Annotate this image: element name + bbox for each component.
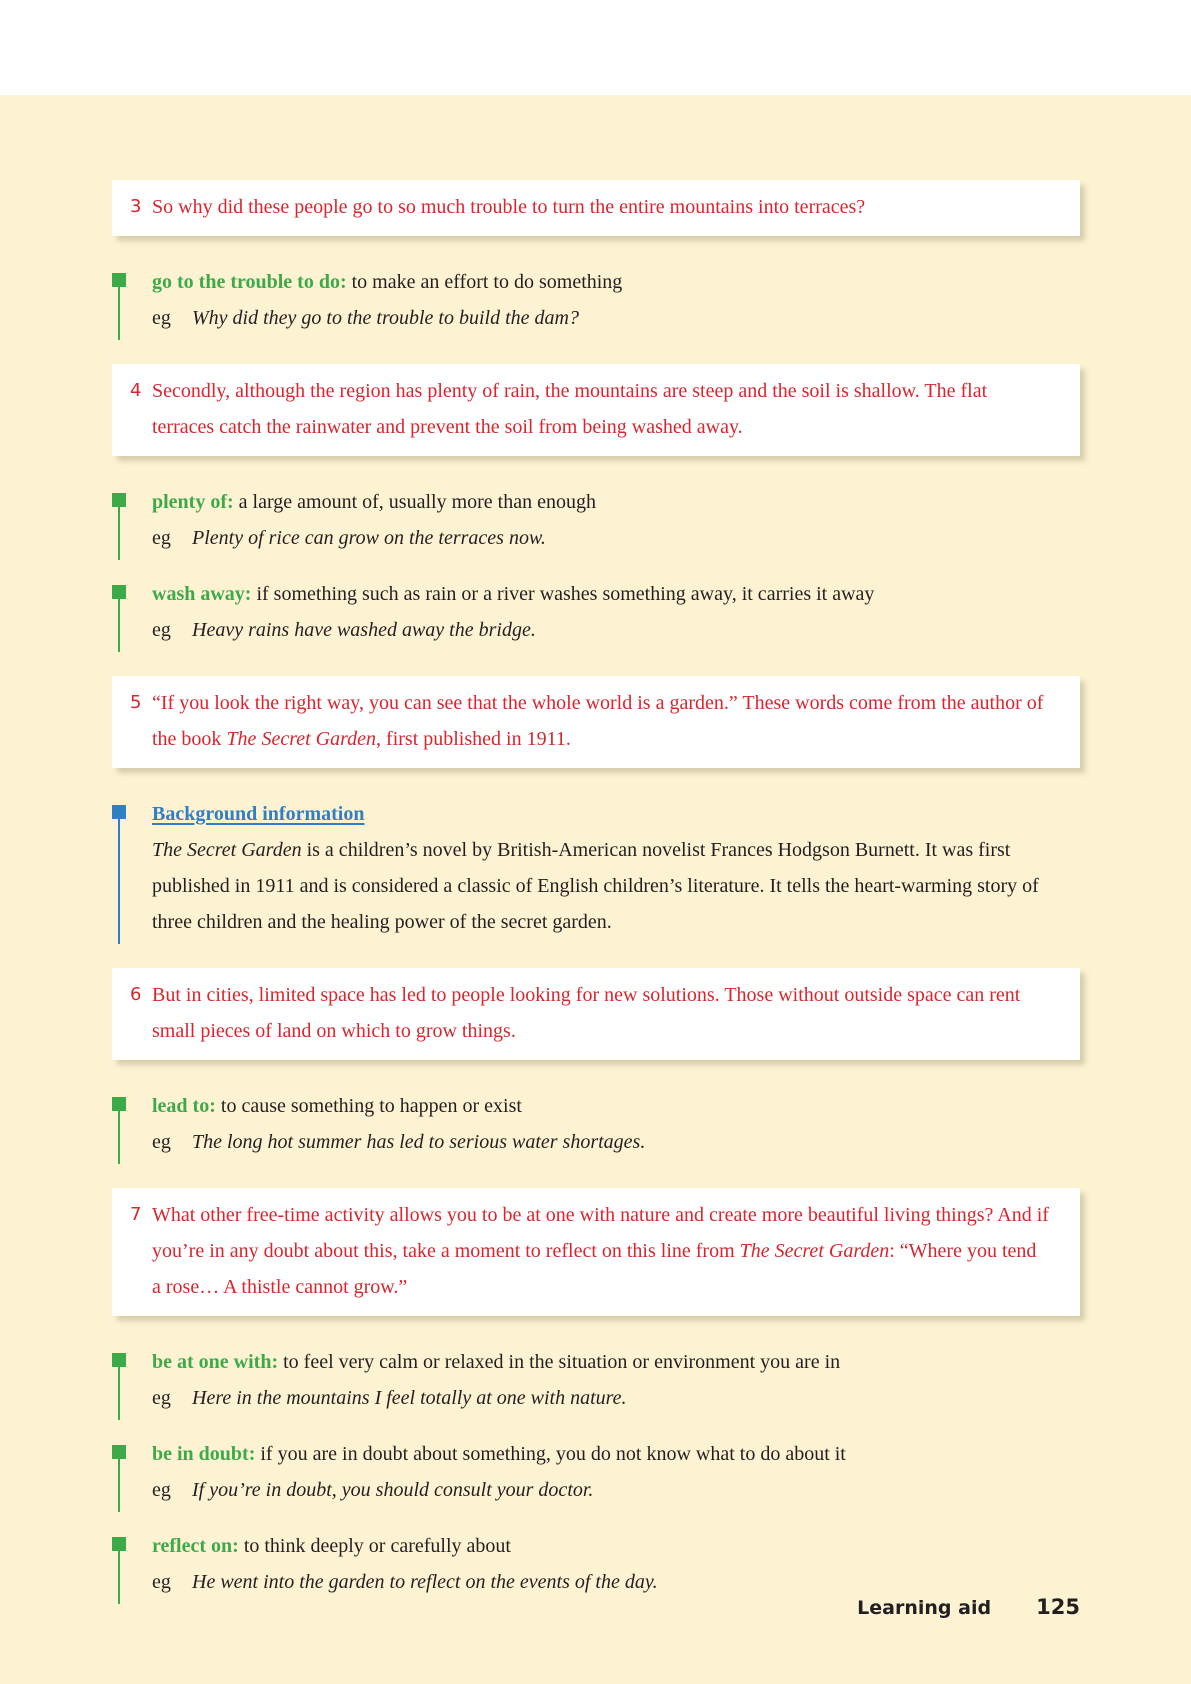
example-line: [152, 612, 1080, 648]
vocab-entry: [152, 1344, 1080, 1416]
example-line: [152, 1472, 1080, 1508]
vocab-definition: if something such as rain or a river washes something away, it carries it away: [251, 583, 875, 605]
quote-text: [152, 373, 1050, 445]
quote-text: [152, 685, 1050, 757]
footer-label: Learning aid: [857, 1597, 992, 1619]
book-title: The Secret Garden: [739, 1240, 890, 1262]
learning-aid-content: [112, 180, 1080, 1628]
vocab-entry: [152, 264, 1080, 336]
eg-label: eg: [152, 619, 171, 641]
quote-segment: : “Where you tend a rose… A thistle cannot grow.”: [152, 1240, 1037, 1298]
entry-rule: [118, 504, 120, 560]
eg-label: eg: [152, 1571, 171, 1593]
quote-box: [112, 364, 1080, 456]
vocab-entry: [152, 1088, 1080, 1160]
eg-label: eg: [152, 1131, 171, 1153]
vocab-entry: [152, 484, 1080, 556]
quote-box: [112, 1188, 1080, 1316]
example-sentence: He went into the garden to reflect on the events of the day.: [192, 1571, 658, 1593]
background-entry: [152, 796, 1080, 940]
quote-number: 6: [130, 984, 142, 1005]
example-sentence: The long hot summer has led to serious water shortages.: [192, 1131, 646, 1153]
vocab-definition: a large amount of, usually more than enough: [233, 491, 596, 513]
vocab-entry: [152, 1528, 1080, 1600]
entry-rule: [118, 1364, 120, 1420]
entry-rule: [118, 1456, 120, 1512]
vocab-definition: to think deeply or carefully about: [238, 1535, 511, 1557]
example-sentence: If you’re in doubt, you should consult your doctor.: [192, 1479, 594, 1501]
vocab-group: [112, 484, 1080, 648]
definition-line: [152, 576, 1080, 612]
definition-line: [152, 1528, 1080, 1564]
vocab-group: [112, 264, 1080, 336]
example-line: [152, 1124, 1080, 1160]
vocab-definition: to feel very calm or relaxed in the situation or environment you are in: [278, 1351, 841, 1373]
vocab-term: plenty of:: [152, 491, 234, 513]
quote-box: [112, 676, 1080, 768]
eg-label: eg: [152, 527, 171, 549]
vocab-term: lead to:: [152, 1095, 216, 1117]
example-line: [152, 1380, 1080, 1416]
quote-text: [152, 189, 1050, 225]
quote-segment: , first published in 1911.: [376, 728, 571, 750]
quote-segment: What other free-time activity allows you to be at one with nature and create more beautiful living things? And if you’re in any doubt about this, take a moment to reflect on this line from: [152, 1204, 1049, 1262]
vocab-term: wash away:: [152, 583, 252, 605]
quote-box: [112, 968, 1080, 1060]
page-footer: [857, 1595, 1080, 1619]
vocab-definition: to cause something to happen or exist: [215, 1095, 522, 1117]
vocab-definition: to make an effort to do something: [346, 271, 623, 293]
example-sentence: Here in the mountains I feel totally at one with nature.: [192, 1387, 627, 1409]
background-title: Background information: [152, 803, 365, 825]
definition-line: [152, 1088, 1080, 1124]
quote-text: [152, 977, 1050, 1049]
quote-number: 7: [130, 1204, 142, 1225]
quote-number: 3: [130, 196, 142, 217]
quote-number: 5: [130, 692, 142, 713]
entry-rule: [118, 596, 120, 652]
body-segment: is a children’s novel by British-American novelist Frances Hodgson Burnett. It was first published in 1911 and is considered a classic of English children’s literature. It tells the heart-warming story of three children and the healing power of the secret garden.: [152, 839, 1039, 933]
definition-line: [152, 484, 1080, 520]
example-sentence: Plenty of rice can grow on the terraces now.: [192, 527, 546, 549]
example-sentence: Heavy rains have washed away the bridge.: [192, 619, 536, 641]
quote-segment: “If you look the right way, you can see that the whole world is a garden.” These words come from the author of the book: [152, 692, 1044, 750]
quote-segment: But in cities, limited space has led to people looking for new solutions. Those without outside space can rent small pieces of land on which to grow things.: [152, 984, 1021, 1042]
book-title: The Secret Garden: [152, 839, 302, 861]
vocab-entry: [152, 576, 1080, 648]
entry-rule: [118, 1548, 120, 1604]
quote-segment: So why did these people go to so much trouble to turn the entire mountains into terraces?: [152, 196, 866, 218]
eg-label: eg: [152, 1387, 171, 1409]
background-body: [152, 832, 1080, 940]
book-title: The Secret Garden: [226, 728, 377, 750]
vocab-group: [112, 1088, 1080, 1160]
vocab-term: be at one with:: [152, 1351, 279, 1373]
entry-rule: [118, 284, 120, 340]
background-rule: [118, 816, 120, 944]
vocab-term: go to the trouble to do:: [152, 271, 347, 293]
quote-segment: Secondly, although the region has plenty of rain, the mountains are steep and the soil is shallow. The flat terraces catch the rainwater and prevent the soil from being washed away.: [152, 380, 988, 438]
definition-line: [152, 264, 1080, 300]
vocab-entry: [152, 1436, 1080, 1508]
quote-box: [112, 180, 1080, 236]
example-line: [152, 520, 1080, 556]
vocab-definition: if you are in doubt about something, you do not know what to do about it: [255, 1443, 846, 1465]
definition-line: [152, 1436, 1080, 1472]
definition-line: [152, 1344, 1080, 1380]
eg-label: eg: [152, 1479, 171, 1501]
quote-text: [152, 1197, 1050, 1305]
vocab-term: reflect on:: [152, 1535, 239, 1557]
vocab-group: [112, 1344, 1080, 1600]
background-info: [112, 796, 1080, 940]
eg-label: eg: [152, 307, 171, 329]
page-number: 125: [1036, 1595, 1080, 1619]
example-line: [152, 300, 1080, 336]
entry-rule: [118, 1108, 120, 1164]
vocab-term: be in doubt:: [152, 1443, 256, 1465]
example-sentence: Why did they go to the trouble to build the dam?: [192, 307, 579, 329]
quote-number: 4: [130, 380, 142, 401]
